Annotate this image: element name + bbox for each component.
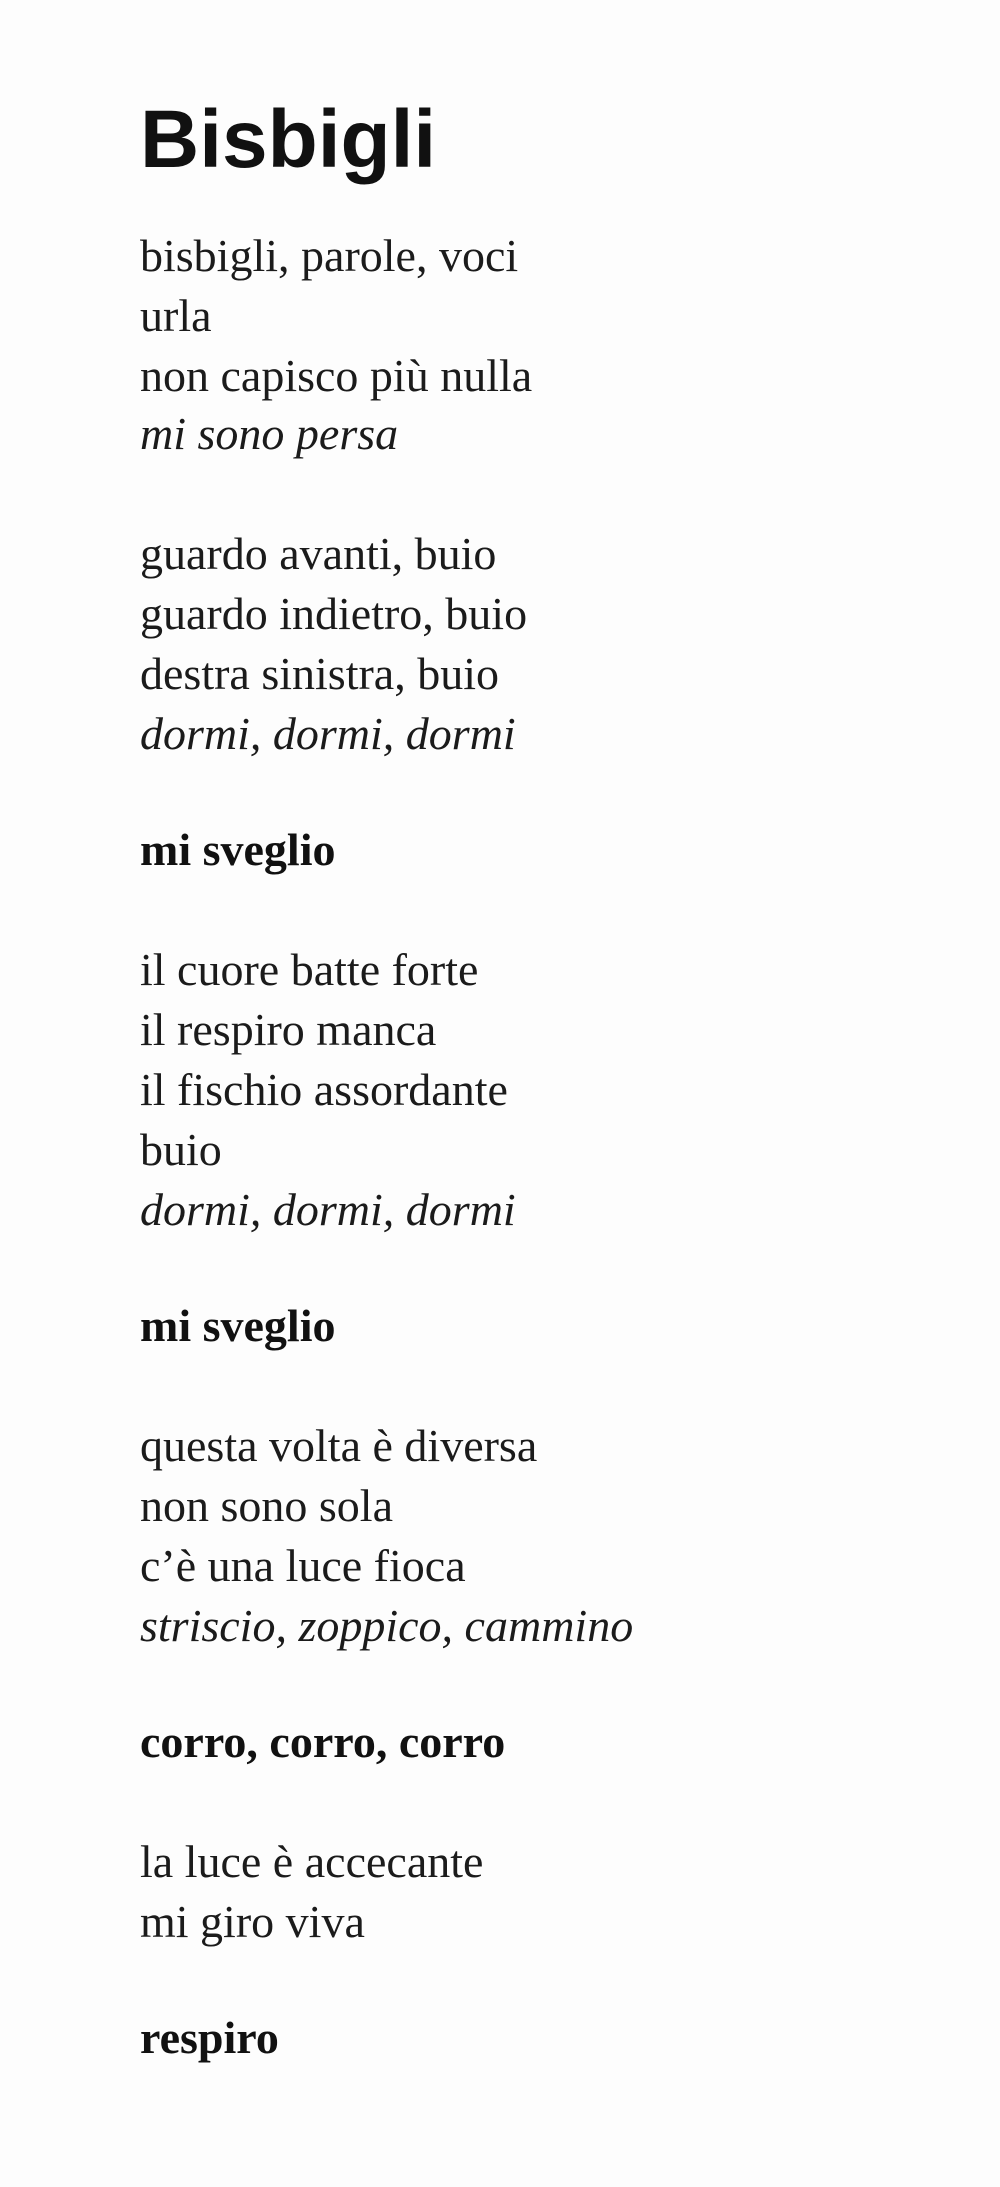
poem-line: c’è una luce fioca [140, 1540, 466, 1591]
poem-line: mi sono persa [140, 408, 399, 459]
poem-line: destra sinistra, buio [140, 648, 499, 699]
poem-line: il cuore batte forte [140, 944, 479, 995]
poem-line: questa volta è diversa [140, 1420, 538, 1471]
poem-refrain: mi sveglio [140, 1300, 336, 1351]
poem-line: non capisco più nulla [140, 350, 533, 401]
poem-line: dormi, dormi, dormi [140, 1184, 516, 1235]
poem-line: striscio, zoppico, cammino [140, 1600, 634, 1651]
poem-refrain: mi sveglio [140, 824, 336, 875]
poem-line: il respiro manca [140, 1004, 437, 1055]
poem-line: buio [140, 1124, 222, 1175]
poem-title: Bisbigli [140, 94, 437, 185]
poem-line: guardo indietro, buio [140, 588, 528, 639]
poem-line: guardo avanti, buio [140, 528, 497, 579]
poem-line: bisbigli, parole, voci [140, 230, 519, 281]
poem-line: il fischio assordante [140, 1064, 508, 1115]
poem-line: mi giro viva [140, 1896, 365, 1947]
poem-final-line: respiro [140, 2012, 279, 2063]
poem-line: dormi, dormi, dormi [140, 708, 516, 759]
poem-refrain: corro, corro, corro [140, 1716, 506, 1767]
poem-line: non sono sola [140, 1480, 393, 1531]
poem-line: urla [140, 290, 212, 341]
poem-line: la luce è accecante [140, 1836, 484, 1887]
